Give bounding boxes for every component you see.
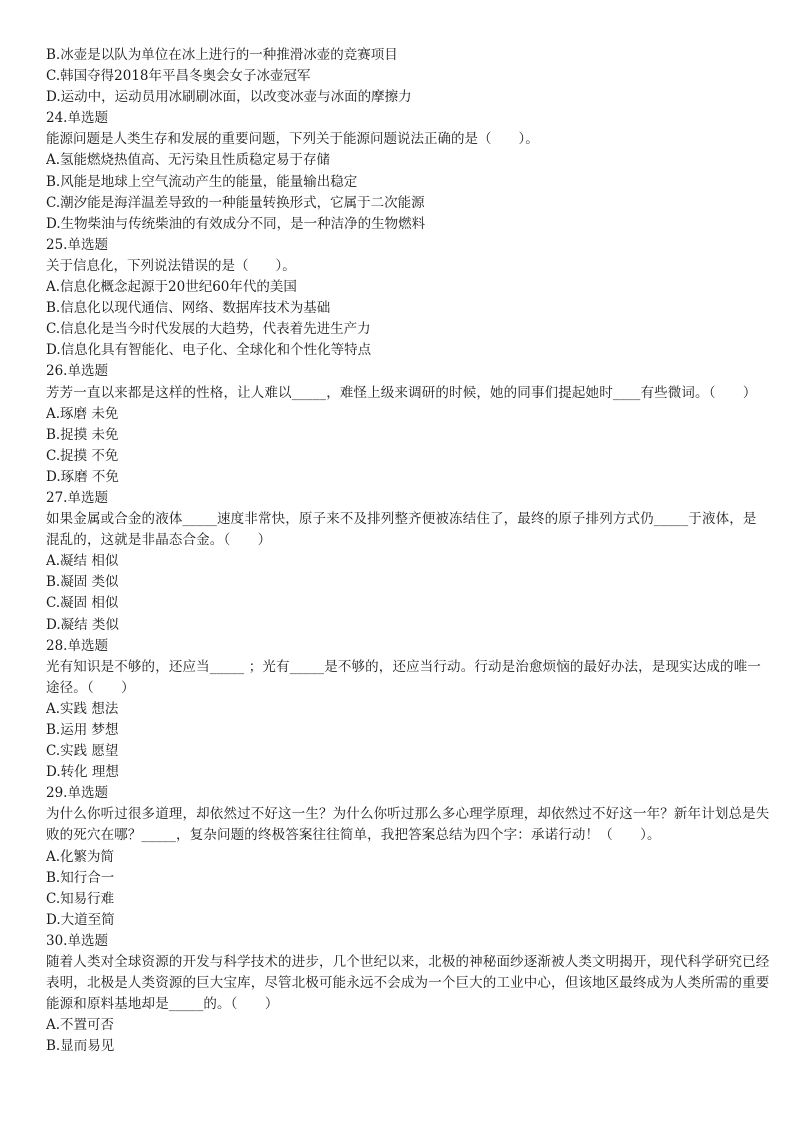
option-a: A.不置可否 <box>46 1017 115 1034</box>
question-24 <box>46 108 770 235</box>
option-b: B.运用 梦想 <box>46 722 119 738</box>
option-b: B.风能是地球上空气流动产生的能量，能量输出稳定 <box>46 173 358 190</box>
option-b: B.捉摸 未免 <box>46 426 119 443</box>
option-b: B.显而易见 <box>46 1038 115 1055</box>
option-a: A.信息化概念起源于20世纪60年代的美国 <box>46 279 297 296</box>
question-header: 29.单选题 <box>46 785 108 802</box>
option-b: B.凝固 类似 <box>46 574 119 591</box>
question-stem: 为什么你听过很多道理，却依然过不好这一生？为什么你听过那么多心理学原理，却依然过不好这一年？新年计划总是失败的死穴在哪？_____，复杂问题的终极答案往往简单，我把答案总结为四个字：承诺行动！（ ）。 <box>46 806 770 844</box>
question-stem: 随着人类对全球资源的开发与科学技术的进步，几个世纪以来，北极的神秘面纱逐渐被人类文明揭开，现代科学研究已经表明，北极是人类资源的巨大宝库，尽管北极可能永远不会成为一个巨大的工业中心，但该地区最终成为人类所需的重要能源和原料基地却是_____的。（ ） <box>46 954 770 1013</box>
option-a: A.琢磨 未免 <box>46 405 119 422</box>
question-header: 27.单选题 <box>46 489 108 506</box>
question-header: 25.单选题 <box>46 236 108 253</box>
question-stem: 关于信息化，下列说法错误的是（ ）。 <box>46 257 296 274</box>
option-c: C.凝固 相似 <box>46 595 119 612</box>
question-stem: 如果金属或合金的液体_____速度非常快，原子来不及排列整齐便被冻结住了，最终的原子排列方式仍_____于液体，是混乱的，这就是非晶态合金。（ ） <box>46 511 757 549</box>
question-header: 26.单选题 <box>46 363 108 380</box>
option-c: C.潮汐能是海洋温差导致的一种能量转换形式，它属于二次能源 <box>46 194 425 211</box>
question-28 <box>46 636 770 784</box>
question-header: 30.单选题 <box>46 932 108 949</box>
option-d: D.大道至简 <box>46 911 115 928</box>
option-c: C.信息化是当今时代发展的大趋势，代表着先进生产力 <box>46 321 371 338</box>
option-a: A.化繁为简 <box>46 848 115 865</box>
option-a: A.氢能燃烧热值高、无污染且性质稳定易于存储 <box>46 152 331 169</box>
option-d: D.凝结 类似 <box>46 616 119 633</box>
question-26 <box>46 361 770 488</box>
question-stem: 能源问题是人类生存和发展的重要问题，下列关于能源问题说法正确的是（ ）。 <box>46 131 539 148</box>
option-d: D.信息化具有智能化、电子化、全球化和个性化等特点 <box>46 342 372 359</box>
prev-option-d: D.运动中，运动员用冰刷刷冰面，以改变冰壶与冰面的摩擦力 <box>46 89 412 106</box>
question-header: 28.单选题 <box>46 637 108 654</box>
question-header: 24.单选题 <box>46 110 108 127</box>
option-a: A.实践 想法 <box>46 700 119 717</box>
prev-option-c: C.韩国夺得2018年平昌冬奥会女子冰壶冠军 <box>46 68 311 85</box>
question-stem: 芳芳一直以来都是这样的性格，让人难以_____，难怪上级来调研的时候，她的同事们提起她时____有些微词。（ ） <box>46 384 757 401</box>
prev-option-b: B.冰壶是以队为单位在冰上进行的一种推滑冰壶的竞赛项目 <box>46 47 398 63</box>
question-30 <box>46 931 770 1058</box>
option-c: C.知易行难 <box>46 890 115 907</box>
option-b: B.知行合一 <box>46 869 115 886</box>
exam-page <box>46 45 770 1058</box>
option-d: D.转化 理想 <box>46 764 119 781</box>
question-25 <box>46 235 770 362</box>
question-29 <box>46 783 770 931</box>
option-b: B.信息化以现代通信、网络、数据库技术为基础 <box>46 300 331 317</box>
option-d: D.生物柴油与传统柴油的有效成分不同，是一种洁净的生物燃料 <box>46 215 426 232</box>
option-d: D.琢磨 不免 <box>46 468 119 485</box>
option-c: C.捉摸 不免 <box>46 447 119 464</box>
option-c: C.实践 愿望 <box>46 743 119 760</box>
option-a: A.凝结 相似 <box>46 553 119 570</box>
question-stem: 光有知识是不够的，还应当_____ ；光有_____是不够的，还应当行动。行动是治愈烦恼的最好办法，是现实达成的唯一途径。（ ） <box>46 658 761 696</box>
question-27 <box>46 488 770 636</box>
